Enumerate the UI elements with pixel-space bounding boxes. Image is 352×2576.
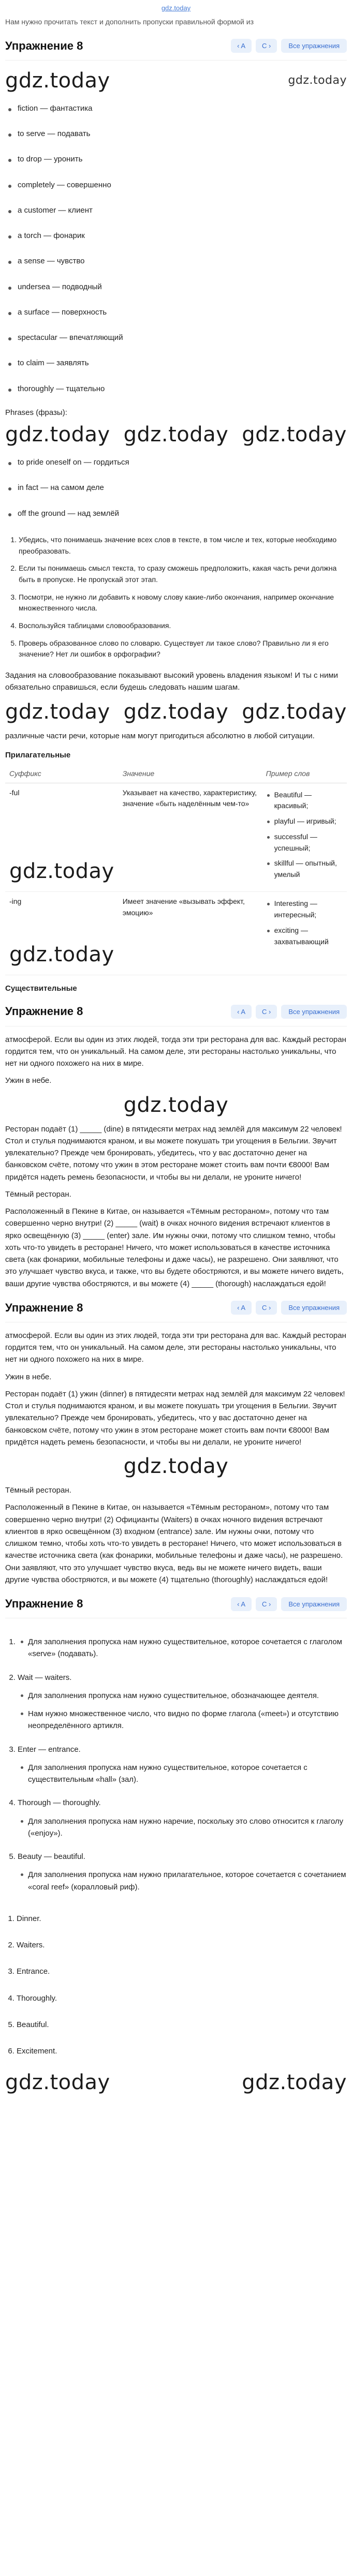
exercise-header xyxy=(5,1591,347,1618)
watermark: gdz.today xyxy=(242,699,347,724)
list-item: to serve — подавать xyxy=(5,121,347,146)
table-cell: Имеет значение «вызывать эффект, эмоцию» xyxy=(119,892,262,975)
list-item xyxy=(18,1667,347,1739)
answer-title: Thorough — thoroughly. xyxy=(18,1798,101,1808)
watermark-row xyxy=(5,68,347,94)
column-header: Пример слов xyxy=(262,765,347,783)
list-item: exciting — захватывающий xyxy=(266,923,343,949)
answer-note: 1. Для заполнения пропуска нам нужно существительное, которое сочетается с глаголом «serve» (подавать). xyxy=(18,1633,347,1663)
final-answers-list xyxy=(17,1905,347,2065)
list-item: playful — игривый; xyxy=(266,814,343,829)
vocab-list xyxy=(5,96,347,401)
answer-note: Для заполнения пропуска нам нужно существительное, обозначающее деятеля. xyxy=(18,1687,347,1705)
list-item: 2. Если ты понимаешь смысл текста, то сразу сможешь предположить, какая часть речи должна быть в пропуске. Не пропускай этот этап. xyxy=(19,560,347,588)
intro-text: Нам нужно прочитать текст и дополнить пропуски правильной формой из xyxy=(5,18,254,26)
answer-note: Для заполнения пропуска нам нужно наречие, поскольку это слово относится к глаголу («enjoy»). xyxy=(18,1812,347,1843)
next-exercise-button[interactable]: C › xyxy=(256,39,277,53)
section-title: Существительные xyxy=(5,984,77,993)
list-item: 5. Beautiful. xyxy=(17,2012,347,2038)
exercise-header xyxy=(5,33,347,61)
section-title: Прилагательные xyxy=(5,750,71,760)
table-cell xyxy=(5,783,119,892)
list-item: 3. Entrance. xyxy=(17,1958,347,1985)
prev-exercise-button[interactable]: ‹ A xyxy=(231,1005,252,1019)
phrases-title: Phrases (фразы): xyxy=(5,408,67,417)
list-item: a torch — фонарик xyxy=(5,223,347,248)
note-text: Задания на словообразование показывают высокий уровень владения языком! И ты с ними обязательно справишься, если будешь следовать нашим шагам. xyxy=(5,671,338,692)
list-item xyxy=(18,1793,347,1847)
watermark: gdz.today xyxy=(5,2071,110,2095)
story-subtitle: Тёмный ресторан. xyxy=(5,1486,71,1495)
list-item: to drop — уронить xyxy=(5,146,347,172)
answer-title: Enter — entrance. xyxy=(18,1745,81,1754)
watermark: gdz.today xyxy=(5,699,110,724)
list-item: 2. Waiters. xyxy=(17,1932,347,1958)
watermark: gdz.today xyxy=(5,68,110,93)
prev-exercise-button[interactable]: ‹ A xyxy=(231,1301,252,1315)
exercise-title: Упражнение 8 xyxy=(5,1005,83,1018)
grammar-table xyxy=(5,765,347,975)
watermark: gdz.today xyxy=(123,423,229,447)
story-paragraph: Ресторан подаёт (1) _____ (dine) в пятидесяти метрах над землёй для максимум 22 человек! Стол и стулья поднимаются краном, и вы можете покушать три угощения в Бельгии. Звучит увлекательно? Прежде чем бронировать, убедитесь, что у вас достаточно денег на банковском счёте, потому что ужин в этом ресторане может стоить вам почти €8000! Вам придётся надеть ремень безопасности, и чтобы вы ни делали, не уроните ничего! xyxy=(5,1124,342,1182)
all-exercises-button[interactable]: Все упражнения xyxy=(281,39,347,53)
watermark: gdz.today xyxy=(5,423,110,447)
exercise-title: Упражнение 8 xyxy=(5,1597,83,1611)
answers-list xyxy=(18,1626,347,1900)
next-exercise-button[interactable]: C › xyxy=(256,1597,277,1611)
site-link[interactable]: gdz.today xyxy=(161,4,191,12)
answer-note: Для заполнения пропуска нам нужно существительное, которое сочетается с существительным «hall» (зал). xyxy=(18,1759,347,1789)
list-item: to claim — заявлять xyxy=(5,350,347,376)
all-exercises-button[interactable]: Все упражнения xyxy=(281,1005,347,1019)
suffix: -ful xyxy=(9,788,20,797)
column-header: Суффикс xyxy=(5,765,119,783)
list-item: a sense — чувство xyxy=(5,248,347,274)
watermark: gdz.today xyxy=(123,699,229,724)
watermark: gdz.today xyxy=(242,2071,347,2095)
exercise-title: Упражнение 8 xyxy=(5,1301,83,1314)
list-item: Beautiful — красивый; xyxy=(266,787,343,814)
watermark-row xyxy=(5,422,347,448)
watermark-row xyxy=(5,1092,347,1118)
story-subtitle: Тёмный ресторан. xyxy=(5,1189,71,1199)
story-subtitle: Ужин в небе. xyxy=(5,1076,52,1085)
list-item xyxy=(18,1626,347,1667)
list-item: to pride oneself on — гордиться xyxy=(5,450,347,475)
exercise-title: Упражнение 8 xyxy=(5,39,83,52)
list-item: a surface — поверхность xyxy=(5,300,347,325)
list-item: a customer — клиент xyxy=(5,198,347,223)
watermark: gdz.today xyxy=(9,943,114,967)
table-cell: Указывает на качество, характеристику, значение «быть наделённым чем-то» xyxy=(119,783,262,892)
next-exercise-button[interactable]: C › xyxy=(256,1301,277,1315)
prev-exercise-button[interactable]: ‹ A xyxy=(231,1597,252,1611)
answer-title: Wait — waiters. xyxy=(18,1673,72,1682)
story-paragraph: Ресторан подаёт (1) ужин (dinner) в пятидесяти метрах над землёй для максимум 22 человек! Стол и стулья поднимаются краном, и вы можете покушать три угощения в Бельгии. Звучит увлекательно? Прежде чем бронировать, убедитесь, что у вас достаточно денег на банковском счёте, потому что ужин в этом ресторане может стоить вам почти €8000! Вам придётся надеть ремень безопасности, и чтобы вы ни делали, не уроните ничего! xyxy=(5,1389,345,1447)
story-paragraph: Расположенный в Пекине в Китае, он называется «Тёмным рестораном», потому что там совершенно черно внутри! (2) _____ (wait) в очках ночного видения встречают клиентов в ярко освещённую (3) _____ (enter) зале. Им нужны очки, потому что слишком темно, чтобы хоть что-то увидеть в ресторане! Ничего, что может использоваться в качестве источника света (как фонарики, мобильные телефоны и даже часы), не разрешено. Они заявляют, что это улучшает чувство вкуса, и также, что вы будете обостряются, и вы можете ничего видеть, ваши другие чувства обостряются, и вы можете (4) _____ (thorough) наслаждаться едой! xyxy=(5,1207,344,1288)
next-exercise-button[interactable]: C › xyxy=(256,1005,277,1019)
list-item: 4. Воспользуйся таблицами словообразования. xyxy=(19,617,347,635)
list-item: completely — совершенно xyxy=(5,172,347,198)
list-item: 5. Проверь образованное слово по словарю. Существует ли такое слово? Правильно ли я его значение? Нет ли ошибок в орфографии? xyxy=(19,635,347,663)
exercise-header xyxy=(5,1295,347,1322)
answer-note: Нам нужно множественное число, что видно по форме глагола («meet») и отсутствию неопределённого артикля. xyxy=(18,1705,347,1735)
watermark: gdz.today xyxy=(242,423,347,447)
exercise-nav xyxy=(231,1597,347,1611)
watermark-row xyxy=(5,699,347,725)
story-paragraph: атмосферой. Если вы один из этих людей, тогда эти три ресторана для вас. Каждый ресторан гордится тем, что он уникальный. На самом деле, эти рестораны настолько уникальны, что нет ни одного похожего на них в мире. xyxy=(5,1331,346,1364)
answer-title: Beauty — beautiful. xyxy=(18,1852,85,1862)
table-row xyxy=(5,892,347,975)
watermark: gdz.today xyxy=(9,859,114,884)
table-header-row xyxy=(5,765,347,783)
list-item: thoroughly — тщательно xyxy=(5,376,347,401)
list-item: off the ground — над землёй xyxy=(5,501,347,526)
list-item: in fact — на самом деле xyxy=(5,475,347,500)
list-item: 1. Убедись, что понимаешь значение всех слов в тексте, в том числе и тех, которые необходимо преобразовать. xyxy=(19,531,347,560)
story-subtitle: Ужин в небе. xyxy=(5,1372,52,1381)
note-text: различные части речи, которые нам могут пригодиться абсолютно в любой ситуации. xyxy=(5,731,315,740)
all-exercises-button[interactable]: Все упражнения xyxy=(281,1597,347,1611)
watermark-row xyxy=(5,2069,347,2095)
list-item: 3. Посмотри, не нужно ли добавить к новому слову какие-либо окончания, например окончание множественного числа. xyxy=(19,589,347,617)
list-item: successful — успешный; xyxy=(266,829,343,856)
phrases-list xyxy=(5,450,347,526)
watermark: gdz.today xyxy=(288,73,347,87)
table-cell xyxy=(262,783,347,892)
story-paragraph: атмосферой. Если вы один из этих людей, тогда эти три ресторана для вас. Каждый ресторан гордится тем, что он уникальный. На самом деле, эти рестораны настолько уникальны, что нет ни одного похожего на них в мире. xyxy=(5,1035,346,1068)
table-cell xyxy=(262,892,347,975)
list-item xyxy=(18,1847,347,1900)
story-paragraph: Расположенный в Пекине в Китае, он называется «Тёмным рестораном», потому что там совершенно черно внутри! (2) Официанты (Waiters) в очках ночного видения встречают клиентов в ярко освещённом (3) входном (entrance) зале. Им нужны очки, потому что слишком темно, чтобы хоть что-то увидеть в ресторане! Ничего, что может использоваться в качестве источника света (как фонарики, мобильные телефоны и даже часы), не разрешено. Они заявляют, что это улучшает чувство вкуса, ведь вы не можете ничего видеть, ваши другие чувства обостряются, и вы можете (4) тщательно (thoroughly) наслаждаться едой! xyxy=(5,1503,343,1584)
list-item: fiction — фантастика xyxy=(5,96,347,121)
table-row xyxy=(5,783,347,892)
list-item: 4. Thoroughly. xyxy=(17,1985,347,2012)
list-item: Interesting — интересный; xyxy=(266,896,343,922)
suffix: -ing xyxy=(9,897,22,906)
watermark-row xyxy=(5,1453,347,1479)
column-header: Значение xyxy=(119,765,262,783)
exercise-nav xyxy=(231,39,347,53)
list-item: 1. Dinner. xyxy=(17,1905,347,1932)
table-cell xyxy=(5,892,119,975)
list-item: skillful — опытный, умелый xyxy=(266,856,343,882)
exercise-nav xyxy=(231,1301,347,1315)
list-item xyxy=(18,1739,347,1793)
watermark: gdz.today xyxy=(123,1093,229,1117)
prev-exercise-button[interactable]: ‹ A xyxy=(231,39,252,53)
answer-note: Для заполнения пропуска нам нужно прилагательное, которое сочетается с сочетанием «coral reef» (коралловый риф). xyxy=(18,1866,347,1896)
watermark: gdz.today xyxy=(123,1454,229,1479)
list-item: undersea — подводный xyxy=(5,274,347,300)
exercise-header xyxy=(5,999,347,1026)
list-item: 6. Excitement. xyxy=(17,2038,347,2064)
exercise-nav xyxy=(231,1005,347,1019)
tips-list xyxy=(19,531,347,663)
all-exercises-button[interactable]: Все упражнения xyxy=(281,1301,347,1315)
list-item: spectacular — впечатляющий xyxy=(5,325,347,350)
